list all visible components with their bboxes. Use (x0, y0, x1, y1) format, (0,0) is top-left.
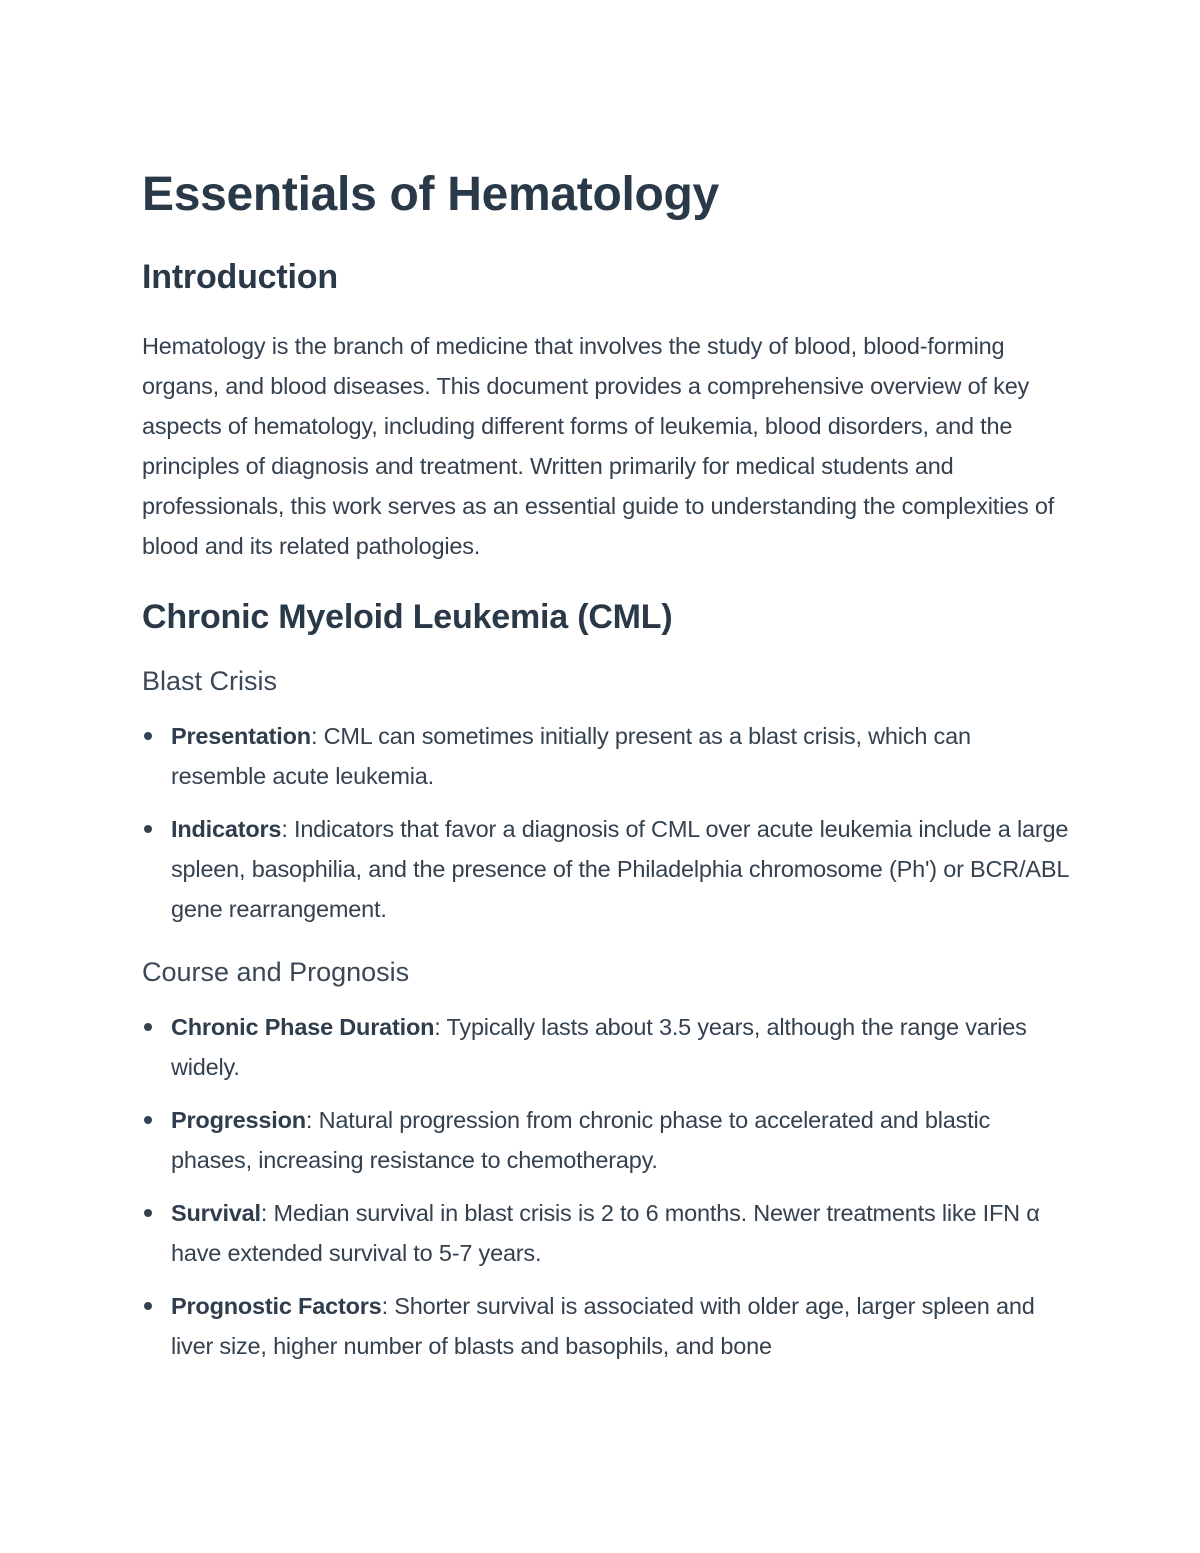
list-item (142, 1193, 1072, 1273)
list-item-separator: : (305, 1107, 313, 1133)
list-item (142, 1100, 1072, 1180)
list-item-separator: : (381, 1293, 388, 1319)
list-item-term: Presentation (171, 723, 311, 749)
bullet-icon (144, 732, 152, 740)
list-item (142, 809, 1072, 929)
list-item-text: Typically lasts about 3.5 years, although the range varies widely. (171, 1014, 1027, 1080)
list-item (142, 1007, 1072, 1087)
list-item (142, 1286, 1072, 1366)
list-item-separator: : (260, 1200, 268, 1226)
course-prognosis-list (142, 1007, 1072, 1366)
list-item-text: Median survival in blast crisis is 2 to 6 months. Newer treatments like IFN α have extended survival to 5-7 years. (171, 1200, 1040, 1266)
list-item-term: Progression (171, 1107, 306, 1133)
list-item-text: Shorter survival is associated with older age, larger spleen and liver size, higher number of blasts and basophils, and bone (171, 1293, 1035, 1359)
list-item-separator: : (434, 1014, 441, 1040)
list-item-separator: : (281, 816, 288, 842)
bullet-icon (144, 1023, 152, 1031)
list-item-term: Chronic Phase Duration (171, 1014, 435, 1040)
list-item-separator: : (310, 723, 318, 749)
document-title: Essentials of Hematology (142, 168, 719, 221)
list-item (142, 716, 1072, 796)
bullet-icon (144, 1302, 152, 1310)
document-page (142, 160, 1072, 1379)
introduction-paragraph: Hematology is the branch of medicine that involves the study of blood, blood-forming organs, and blood diseases. This document provides a comprehensive overview of key aspects of hematology, including different forms of leukemia, blood disorders, and the principles of diagnosis and treatment. Written primarily for medical students and professionals, this work serves as an essential guide to understanding the complexities of blood and its related pathologies. (142, 333, 1055, 559)
list-item-term: Survival (171, 1200, 261, 1226)
introduction-heading: Introduction (142, 258, 338, 296)
list-item-text: Natural progression from chronic phase to accelerated and blastic phases, increasing resistance to chemotherapy. (171, 1107, 991, 1173)
list-item-term: Prognostic Factors (171, 1293, 382, 1319)
bullet-icon (144, 825, 152, 833)
list-item-term: Indicators (171, 816, 282, 842)
bullet-icon (144, 1209, 152, 1217)
list-item-text: Indicators that favor a diagnosis of CML over acute leukemia include a large spleen, basophilia, and the presence of the Philadelphia chromosome (Ph') or BCR/ABL gene rearrangement. (171, 816, 1069, 922)
blast-crisis-list (142, 716, 1072, 929)
list-item-text: CML can sometimes initially present as a blast crisis, which can resemble acute leukemia. (171, 723, 971, 789)
course-prognosis-heading: Course and Prognosis (142, 957, 410, 987)
cml-heading: Chronic Myeloid Leukemia (CML) (142, 598, 673, 636)
bullet-icon (144, 1116, 152, 1124)
blast-crisis-heading: Blast Crisis (142, 666, 278, 696)
